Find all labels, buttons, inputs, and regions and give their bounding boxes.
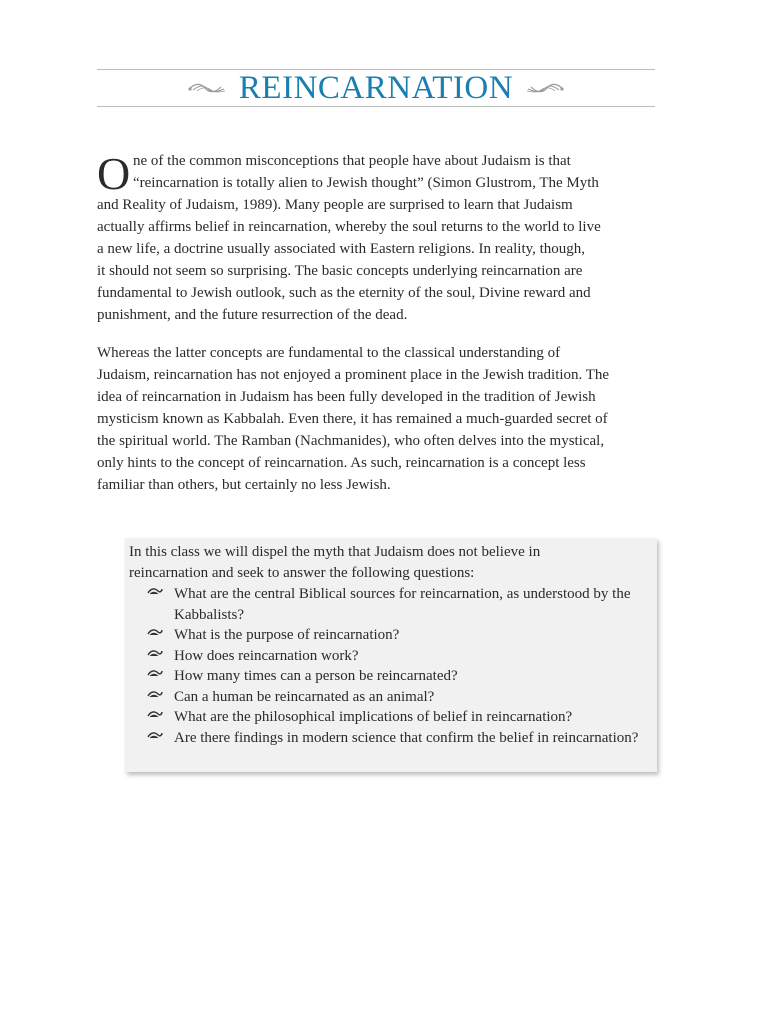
- question-text: How does reincarnation work?: [174, 647, 359, 664]
- paragraph-line: familiar than others, but certainly no less Jewish.: [97, 477, 391, 493]
- page-title: REINCARNATION: [238, 70, 514, 106]
- question-text: What are the central Biblical sources for reincarnation, as understood by the Kabbalists?: [174, 586, 631, 623]
- list-item: [147, 707, 657, 728]
- leaf-bullet-icon: [147, 626, 163, 638]
- header: [97, 70, 655, 106]
- question-text: What is the purpose of reincarnation?: [174, 627, 400, 643]
- question-text: Can a human be reincarnated as an animal?: [174, 688, 435, 705]
- question-text: How many times can a person be reincarnated?: [174, 668, 458, 684]
- paragraph-line: punishment, and the future resurrection of the dead.: [97, 307, 408, 323]
- class-questions-box: [125, 538, 657, 772]
- paragraph-line: it should not seem so surprising. The basic concepts underlying reincarnation are: [97, 263, 583, 279]
- intro-paragraph: [97, 150, 657, 326]
- question-text: Are there findings in modern science that confirm the belief in reincarnation?: [174, 729, 639, 746]
- box-intro-line: In this class we will dispel the myth that Judaism does not believe in: [129, 544, 541, 560]
- paragraph-line: a new life, a doctrine usually associated with Eastern religions. In reality, though,: [97, 241, 586, 257]
- paragraph-line: mysticism known as Kabbalah. Even there, it has remained a much-guarded secret of: [97, 411, 608, 427]
- leaf-bullet-icon: [147, 585, 163, 597]
- second-paragraph: [97, 342, 657, 496]
- paragraph-line: “reincarnation is totally alien to Jewish thought” (Simon Glustrom, The Myth: [133, 175, 599, 191]
- list-item: [147, 584, 657, 625]
- flourish-icon: [525, 80, 565, 96]
- box-intro-line: reincarnation and seek to answer the following questions:: [129, 565, 475, 581]
- leaf-bullet-icon: [147, 667, 163, 679]
- leaf-bullet-icon: [147, 647, 163, 659]
- paragraph-line: Whereas the latter concepts are fundamental to the classical understanding of: [97, 345, 561, 361]
- paragraph-line: fundamental to Jewish outlook, such as the eternity of the soul, Divine reward and: [97, 285, 591, 301]
- paragraph-line: and Reality of Judaism, 1989). Many people are surprised to learn that Judaism: [97, 197, 573, 213]
- box-intro: [129, 542, 649, 584]
- header-bottom-rule: [97, 106, 655, 107]
- questions-list: [147, 584, 657, 748]
- question-text: What are the philosophical implications of belief in reincarnation?: [174, 709, 573, 725]
- drop-cap: O: [97, 148, 131, 199]
- list-item: [147, 728, 657, 749]
- flourish-icon: [187, 80, 227, 96]
- leaf-bullet-icon: [147, 729, 163, 741]
- list-item: [147, 666, 657, 687]
- paragraph-line: ne of the common misconceptions that people have about Judaism is that: [133, 153, 571, 169]
- paragraph-line: Judaism, reincarnation has not enjoyed a prominent place in the Jewish tradition. The: [97, 367, 610, 383]
- list-item: [147, 646, 657, 667]
- leaf-bullet-icon: [147, 688, 163, 700]
- list-item: [147, 687, 657, 708]
- leaf-bullet-icon: [147, 708, 163, 720]
- list-item: [147, 625, 657, 646]
- paragraph-line: only hints to the concept of reincarnation. As such, reincarnation is a concept less: [97, 455, 586, 471]
- paragraph-line: actually affirms belief in reincarnation, whereby the soul returns to the world to live: [97, 219, 601, 235]
- paragraph-line: idea of reincarnation in Judaism has been fully developed in the tradition of Jewish: [97, 389, 596, 405]
- paragraph-line: the spiritual world. The Ramban (Nachmanides), who often delves into the mystical,: [97, 433, 605, 449]
